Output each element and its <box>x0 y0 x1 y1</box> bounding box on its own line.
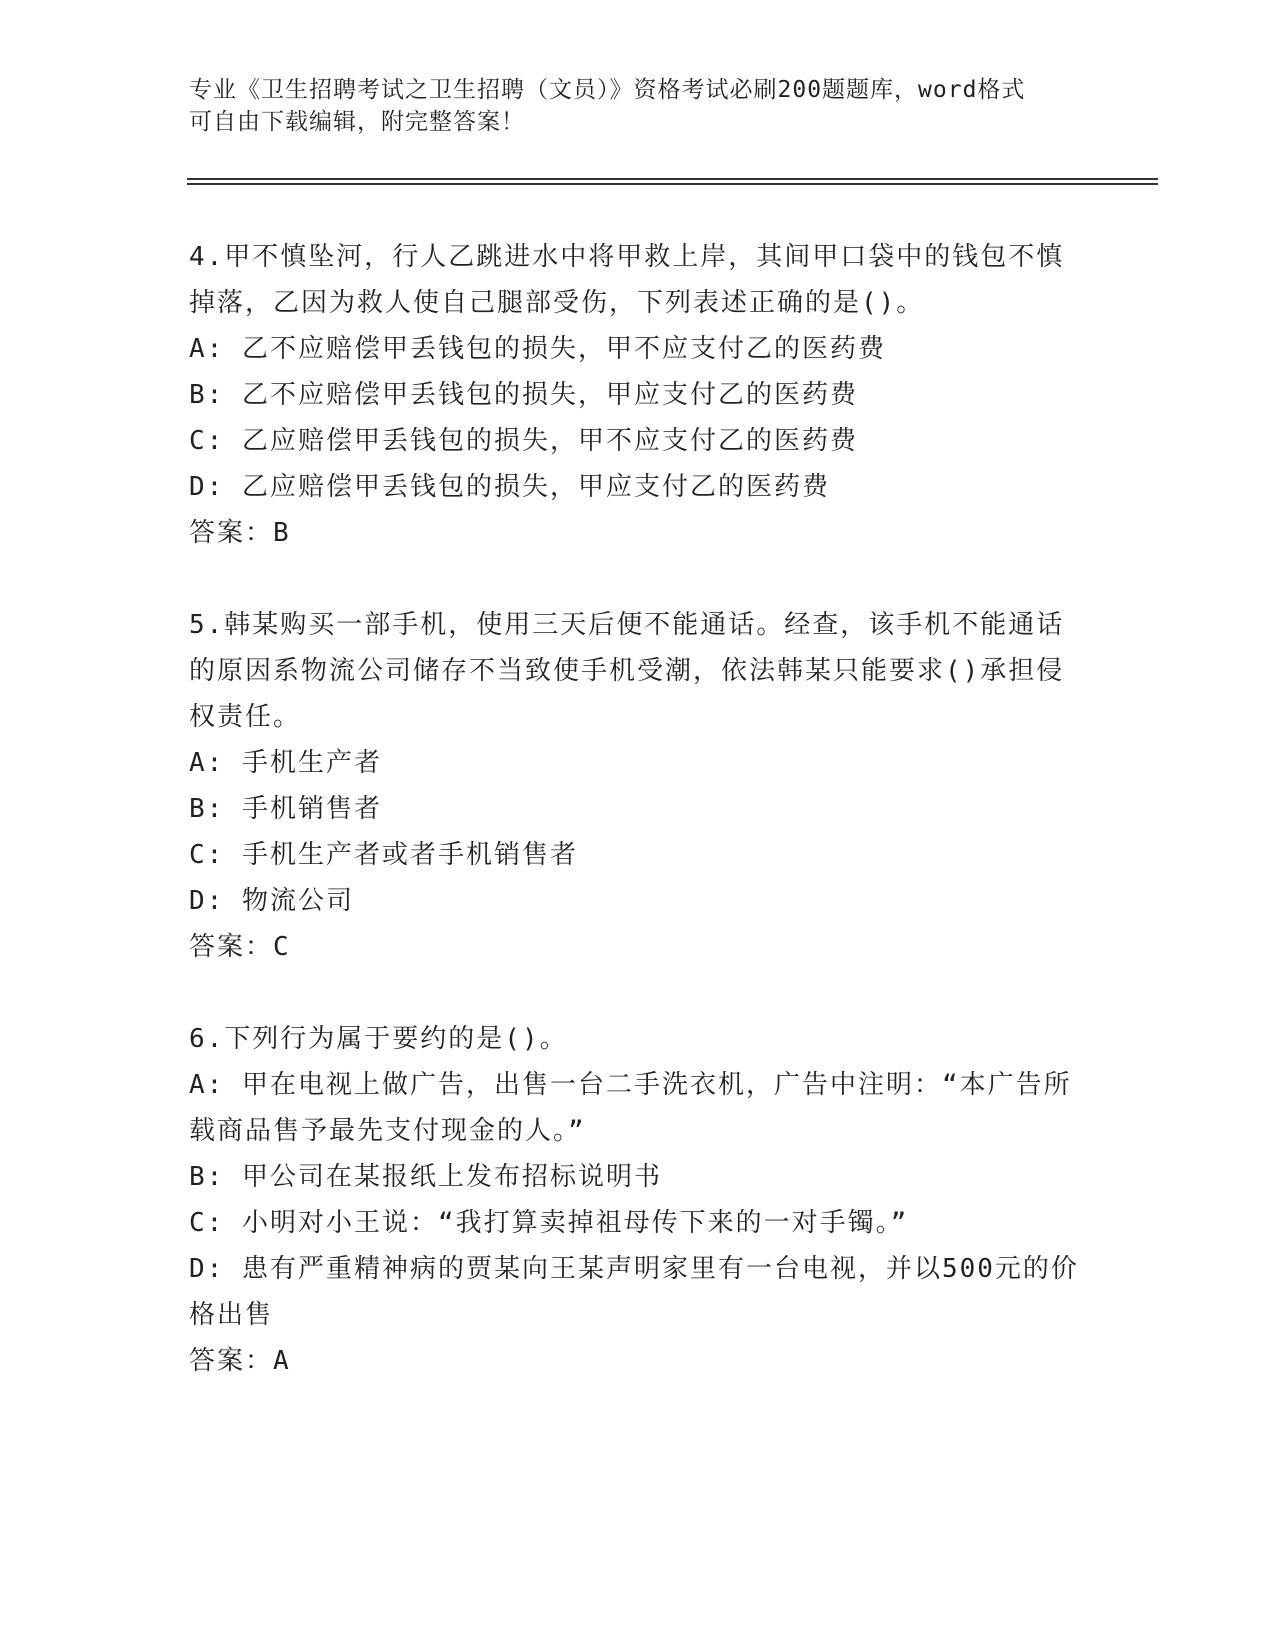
option-c <box>189 418 1089 464</box>
header-divider-top <box>187 178 1158 180</box>
answer-label: 答案： <box>189 932 274 962</box>
option-b <box>189 1154 1089 1200</box>
answer-label: 答案： <box>189 518 274 548</box>
question-list <box>189 234 1089 1430</box>
document-header <box>189 74 1089 138</box>
question-item <box>189 1016 1089 1384</box>
answer-label: 答案： <box>189 1346 274 1376</box>
option-text: 乙不应赔偿甲丢钱包的损失，甲应支付乙的医药费 <box>224 380 858 410</box>
option-letter: A: <box>189 748 225 778</box>
option-text: 小明对小王说：“我打算卖掉祖母传下来的一对手镯。” <box>224 1208 909 1238</box>
question-text: 5.韩某购买一部手机，使用三天后便不能通话。经查，该手机不能通话的原因系物流公司储存不当致使手机受潮，依法韩某只能要求()承担侵权责任。 <box>189 610 1065 732</box>
header-line-2: 可自由下载编辑，附完整答案！ <box>189 109 525 135</box>
answer-line <box>189 1338 1089 1384</box>
option-text: 物流公司 <box>224 886 354 916</box>
question-item <box>189 602 1089 970</box>
option-letter: D: <box>189 1254 225 1284</box>
option-text: 乙应赔偿甲丢钱包的损失，甲不应支付乙的医药费 <box>224 426 858 456</box>
option-d <box>189 878 1089 924</box>
answer-value: B <box>273 518 291 548</box>
option-a <box>189 326 1089 372</box>
option-a <box>189 740 1089 786</box>
option-text: 手机生产者 <box>224 748 382 778</box>
option-text: 乙应赔偿甲丢钱包的损失，甲应支付乙的医药费 <box>224 472 830 502</box>
answer-line <box>189 510 1089 556</box>
option-text: 甲公司在某报纸上发布招标说明书 <box>224 1162 662 1192</box>
option-b <box>189 372 1089 418</box>
answer-line <box>189 924 1089 970</box>
option-letter: C: <box>189 426 225 456</box>
option-letter: D: <box>189 472 225 502</box>
option-letter: C: <box>189 1208 225 1238</box>
option-c <box>189 1200 1089 1246</box>
header-divider-bottom <box>187 183 1158 185</box>
option-text: 手机生产者或者手机销售者 <box>224 840 578 870</box>
option-letter: A: <box>189 1070 225 1100</box>
option-text: 手机销售者 <box>224 794 382 824</box>
answer-value: C <box>273 932 291 962</box>
option-d <box>189 1246 1089 1338</box>
option-letter: B: <box>189 794 225 824</box>
option-letter: B: <box>189 1162 225 1192</box>
option-letter: D: <box>189 886 225 916</box>
option-text: 乙不应赔偿甲丢钱包的损失，甲不应支付乙的医药费 <box>224 334 886 364</box>
question-text: 6.下列行为属于要约的是()。 <box>189 1024 568 1054</box>
option-a <box>189 1062 1089 1154</box>
question-text: 4.甲不慎坠河，行人乙跳进水中将甲救上岸，其间甲口袋中的钱包不慎掉落，乙因为救人使自己腿部受伤，下列表述正确的是()。 <box>189 242 1065 318</box>
header-line-1: 专业《卫生招聘考试之卫生招聘（文员）》资格考试必刷200题题库，word格式 <box>189 77 1026 103</box>
option-letter: B: <box>189 380 225 410</box>
option-letter: C: <box>189 840 225 870</box>
option-d <box>189 464 1089 510</box>
option-text: 甲在电视上做广告，出售一台二手洗衣机，广告中注明：“本广告所载商品售予最先支付现金的人。” <box>189 1070 1072 1146</box>
option-b <box>189 786 1089 832</box>
option-c <box>189 832 1089 878</box>
option-letter: A: <box>189 334 225 364</box>
question-item <box>189 234 1089 556</box>
answer-value: A <box>273 1346 291 1376</box>
option-text: 患有严重精神病的贾某向王某声明家里有一台电视，并以500元的价格出售 <box>189 1254 1079 1330</box>
